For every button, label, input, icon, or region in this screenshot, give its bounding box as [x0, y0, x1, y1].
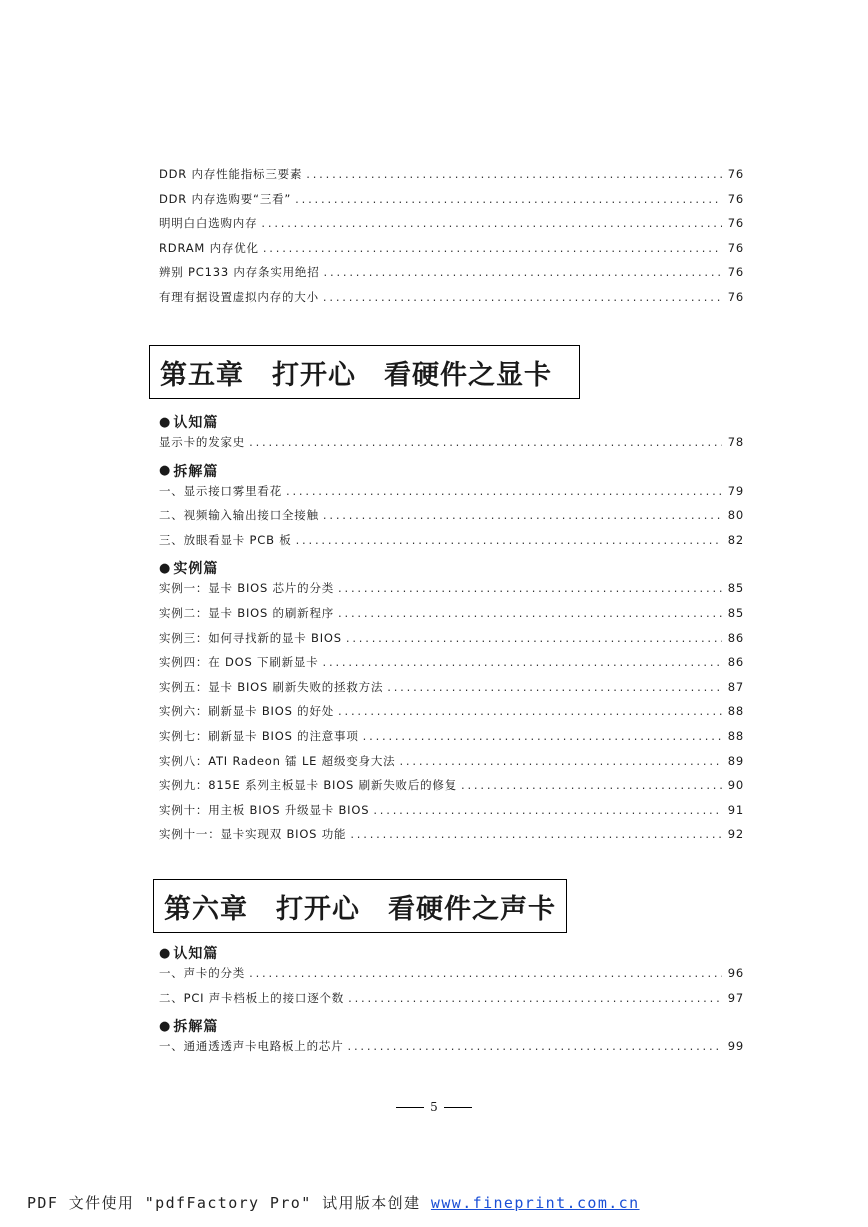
toc-entry[interactable]: [159, 605, 744, 630]
toc-entry[interactable]: [159, 507, 744, 532]
toc-entry-page: 86: [727, 655, 744, 670]
toc-entry[interactable]: [159, 240, 744, 265]
toc-entry-page: 76: [727, 167, 744, 181]
toc-entry[interactable]: [159, 753, 744, 778]
footer-text: PDF 文件使用 "pdfFactory Pro" 试用版本创建: [27, 1194, 431, 1212]
section-heading-disassembly: [159, 1014, 744, 1038]
toc-entry-title: 实例一：显卡 BIOS 芯片的分类: [159, 581, 335, 596]
toc-leader-dots: [261, 216, 721, 230]
toc-entry-title: 辨别 PC133 内存条实用绝招: [159, 265, 320, 280]
section-heading-examples: [159, 556, 744, 580]
toc-entry[interactable]: [159, 679, 744, 704]
toc-entry-page: 96: [727, 966, 744, 980]
toc-entry-page: 78: [727, 435, 744, 449]
toc-entry[interactable]: [159, 166, 744, 191]
toc-entry-page: 91: [727, 802, 744, 817]
toc-entry[interactable]: [159, 965, 744, 990]
toc-entry[interactable]: [159, 580, 744, 605]
toc-entry-page: 86: [727, 630, 744, 645]
toc-leader-dots: [324, 265, 722, 279]
toc-entry-title: 实例三：如何寻找新的显卡 BIOS: [159, 630, 342, 645]
chapter-5-toc: [159, 410, 744, 851]
section-heading-label: 认知篇: [173, 415, 219, 431]
toc-entry-title: 二、PCI 声卡档板上的接口逐个数: [159, 990, 345, 1005]
toc-leader-dots: [346, 631, 722, 645]
toc-entry-title: 实例十一：显卡实现双 BIOS 功能: [159, 827, 347, 842]
toc-entry-title: DDR 内存选购要“三看”: [159, 191, 292, 206]
toc-entry[interactable]: [159, 990, 744, 1015]
toc-entry-page: 80: [727, 508, 744, 523]
toc-leader-dots: [363, 729, 722, 743]
toc-leader-dots: [323, 655, 722, 669]
toc-entry-page: 87: [727, 679, 744, 694]
toc-entry-title: 一、显示接口雾里看花: [159, 483, 282, 498]
chapter-6-heading: 第六章 打开心 看硬件之声卡: [153, 879, 567, 933]
toc-entry-title: 三、放眼看显卡 PCB 板: [159, 532, 292, 547]
toc-entry[interactable]: [159, 802, 744, 827]
toc-entry-page: 76: [727, 240, 744, 255]
toc-leader-dots: [249, 435, 722, 449]
toc-leader-dots: [338, 704, 722, 718]
toc-entry[interactable]: [159, 654, 744, 679]
toc-entry-title: 实例九：815E 系列主板显卡 BIOS 刷新失败后的修复: [159, 778, 458, 793]
toc-entry-title: 显示卡的发家史: [159, 435, 246, 449]
toc-entry[interactable]: [159, 215, 744, 240]
toc-entry-page: 76: [727, 289, 744, 304]
toc-entry-page: 88: [727, 704, 744, 719]
toc-entry-title: 实例五：显卡 BIOS 刷新失败的拯救方法: [159, 679, 384, 694]
page-number-value: 5: [430, 1100, 438, 1114]
memory-toc-list: [159, 166, 744, 314]
toc-entry-page: 89: [727, 753, 744, 768]
toc-entry[interactable]: [159, 532, 744, 557]
toc-entry[interactable]: [159, 483, 744, 508]
toc-entry[interactable]: [159, 728, 744, 753]
toc-leader-dots: [249, 966, 722, 980]
page-number-dash-left: [396, 1107, 424, 1108]
toc-leader-dots: [350, 827, 721, 841]
toc-leader-dots: [295, 192, 722, 206]
toc-entry-title: DDR 内存性能指标三要素: [159, 167, 303, 181]
bullet-icon: ●: [159, 560, 172, 576]
toc-entry-title: 实例八：ATI Radeon 镭 LE 超级变身大法: [159, 753, 396, 768]
toc-entry-title: 实例七：刷新显卡 BIOS 的注意事项: [159, 728, 359, 743]
section-heading-label: 拆解篇: [173, 1019, 219, 1036]
toc-entry[interactable]: [159, 703, 744, 728]
toc-entry-title: 一、通通透透声卡电路板上的芯片: [159, 1039, 344, 1054]
toc-entry-title: 有理有据设置虚拟内存的大小: [159, 289, 319, 304]
toc-leader-dots: [286, 484, 722, 498]
toc-leader-dots: [399, 754, 721, 768]
toc-leader-dots: [373, 803, 721, 817]
toc-entry-page: 76: [727, 216, 744, 231]
toc-entry[interactable]: [159, 1038, 744, 1063]
toc-entry-page: 99: [727, 1039, 744, 1054]
toc-leader-dots: [306, 167, 722, 181]
toc-entry-page: 88: [727, 728, 744, 743]
toc-entry[interactable]: [159, 434, 744, 459]
section-heading-cognition: [159, 941, 744, 965]
toc-entry[interactable]: [159, 264, 744, 289]
page-number: [0, 1100, 868, 1114]
toc-entry-page: 85: [727, 581, 744, 596]
toc-entry-title: 实例六：刷新显卡 BIOS 的好处: [159, 704, 335, 719]
toc-leader-dots: [348, 991, 722, 1005]
toc-leader-dots: [348, 1039, 722, 1053]
chapter-6-toc: [159, 941, 744, 1063]
page-number-dash-right: [444, 1107, 472, 1108]
toc-entry-page: 82: [727, 532, 744, 547]
toc-entry-page: 76: [727, 265, 744, 280]
toc-entry[interactable]: [159, 191, 744, 216]
toc-entry-title: 明明白白选购内存: [159, 216, 258, 231]
toc-entry-title: 二、视频输入输出接口全接触: [159, 508, 319, 523]
section-heading-label: 拆解篇: [173, 463, 219, 480]
toc-entry-title: 一、声卡的分类: [159, 966, 246, 980]
toc-entry-title: RDRAM 内存优化: [159, 240, 259, 255]
toc-leader-dots: [296, 533, 722, 547]
toc-entry[interactable]: [159, 289, 744, 314]
toc-entry-title: 实例四：在 DOS 下刷新显卡: [159, 655, 319, 670]
bullet-icon: ●: [159, 414, 172, 430]
bullet-icon: ●: [159, 1018, 172, 1034]
toc-leader-dots: [387, 680, 722, 694]
toc-entry[interactable]: [159, 777, 744, 802]
bullet-icon: ●: [159, 463, 172, 479]
toc-entry-page: 79: [727, 483, 744, 498]
toc-leader-dots: [461, 778, 722, 792]
footer-link[interactable]: www.fineprint.com.cn: [430, 1194, 640, 1212]
toc-entry-page: 85: [727, 605, 744, 620]
toc-entry-page: 92: [727, 827, 744, 842]
toc-leader-dots: [263, 241, 722, 255]
section-heading-disassembly: [159, 459, 744, 483]
toc-entry[interactable]: [159, 826, 744, 851]
section-heading-label: 认知篇: [173, 946, 219, 962]
toc-leader-dots: [338, 581, 722, 595]
toc-leader-dots: [338, 606, 722, 620]
toc-leader-dots: [323, 290, 722, 304]
bullet-icon: ●: [159, 945, 172, 961]
toc-entry-title: 实例十：用主板 BIOS 升级显卡 BIOS: [159, 802, 370, 817]
toc-entry-title: 实例二：显卡 BIOS 的刷新程序: [159, 605, 335, 620]
toc-entry-page: 90: [727, 778, 744, 793]
section-heading-label: 实例篇: [173, 561, 219, 578]
section-heading-cognition: [159, 410, 744, 434]
chapter-5-heading: 第五章 打开心 看硬件之显卡: [149, 345, 580, 399]
toc-entry-page: 97: [727, 990, 744, 1005]
toc-entry[interactable]: [159, 630, 744, 655]
toc-leader-dots: [323, 508, 722, 522]
toc-entry-page: 76: [727, 191, 744, 206]
pdf-footer-note: [27, 1192, 640, 1213]
